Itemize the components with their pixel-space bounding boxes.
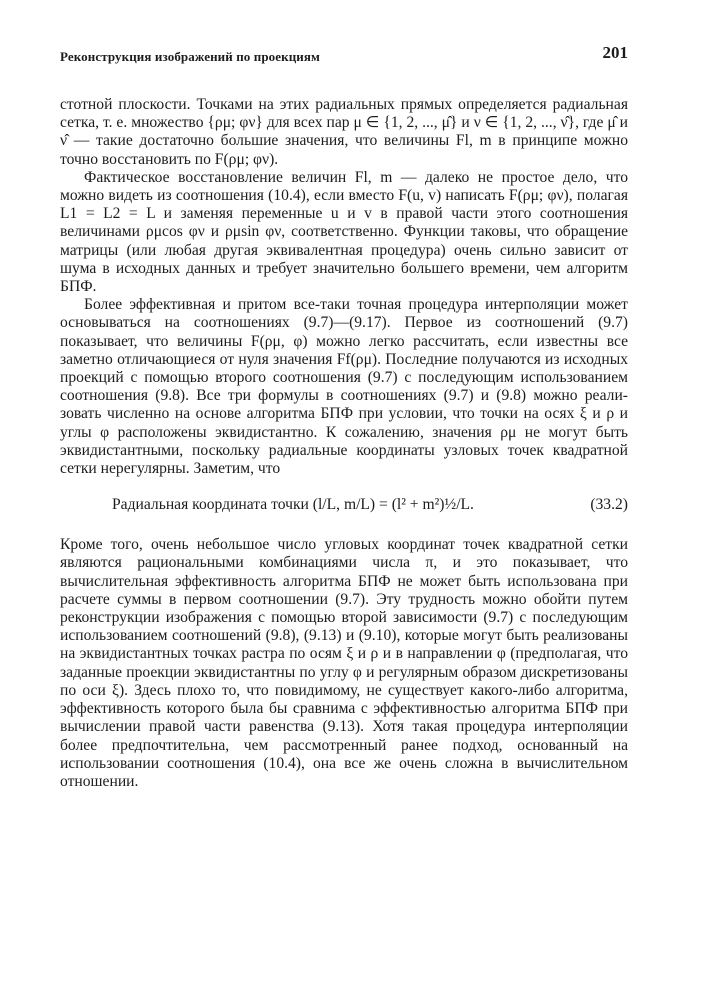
- equation-number: (33.2): [590, 496, 628, 514]
- running-title: Реконструкция изображений по проекциям: [60, 49, 320, 64]
- paragraph-continued: стотной плоскости. Точками на этих радиальных прямых определяется радиальная сетка, т. е. множество {ρμ; φν} для всех пар μ ∈ {1, 2, ..., μ̂} и ν ∈ {1, 2, ..., ν̂}, где μ̂ и ν̂ — такие достаточно большие значения, что величины Fl, m в принципе можно точно восстановить по F(ρμ; φν).: [60, 96, 628, 168]
- equation-33-2: [60, 491, 628, 521]
- page-number: 201: [602, 43, 628, 62]
- paragraph-conclusion: Кроме того, очень небольшое число угловых координат точек квадратной сетки являются рациональными комбинациями числа π, и это показывает, что вычислительная эффективность алгоритма БПФ не может быть использована при расчете суммы в первом соотношении (9.7). Эту трудность можно обойти путем реконструкции изображения с помощью второй зависимости (9.7) с последующим использованием соотношений (9.8), (9.13) и (9.10), которые могут быть реализованы на эквидистантных точках растра по осям ξ и ρ и в направлении φ (предполагая, что заданные проекции эквидистантны по углу φ и регулярным образом дискретизованы по оси ξ). Здесь плохо то, что повидимому, не существует какого-либо алгоритма, эффективность которого была бы сравнима с эффективностью алгоритма БПФ при вычислении правой части равенства (9.13). Хотя такая процедура интерполяции более предпочтительна, чем рассмотренный ранее подход, основанный на использовании соотношения (10.4), она все же очень сложна в вычислительном отношении.: [60, 536, 628, 790]
- paragraph-actual-restoration: Фактическое восстановление величин Fl, m — далеко не простое дело, что можно видеть из соотношения (10.4), если вместо F(u, v) написать F(ρμ; φν), полагая L1 = L2 = L и заменяя переменные u и v в правой части этого соотношения величинами ρμcos φν и ρμsin φν, соответственно. Функции таковы, что обращение матрицы (или любая другая эквивалентная процедура) очень сильно зависит от шума в исходных данных и требует значительно большего времени, чем алгоритм БПФ.: [60, 168, 628, 296]
- paragraph-interpolation: Более эффективная и притом все-таки точная процедура интерполяции может основываться на соотношениях (9.7)—(9.17). Первое из соотношений (9.7) показывает, что величины F(ρμ, φ) можно легко рассчитать, если известны все заметно отличающиеся от нуля значения Ff(ρμ). Последние получаются из исходных проекций с помощью второго соотношения (9.7) с последующим использованием соотношения (9.8). Все три формулы в соотношениях (9.7) и (9.8) можно реализовать численно на основе алгоритма БПФ при условии, что точки на осях ξ и ρ и углы φ расположены эквидистантно. К сожалению, значения ρμ не могут быть эквидистантными, поскольку радиальные координаты узловых точек квадратной сетки нерегулярны. Заметим, что: [60, 296, 628, 478]
- page-header: [60, 43, 628, 69]
- equation-text: Радиальная координата точки (l/L, m/L) = (l² + m²)½/L.: [112, 496, 474, 514]
- page-body: [60, 96, 628, 791]
